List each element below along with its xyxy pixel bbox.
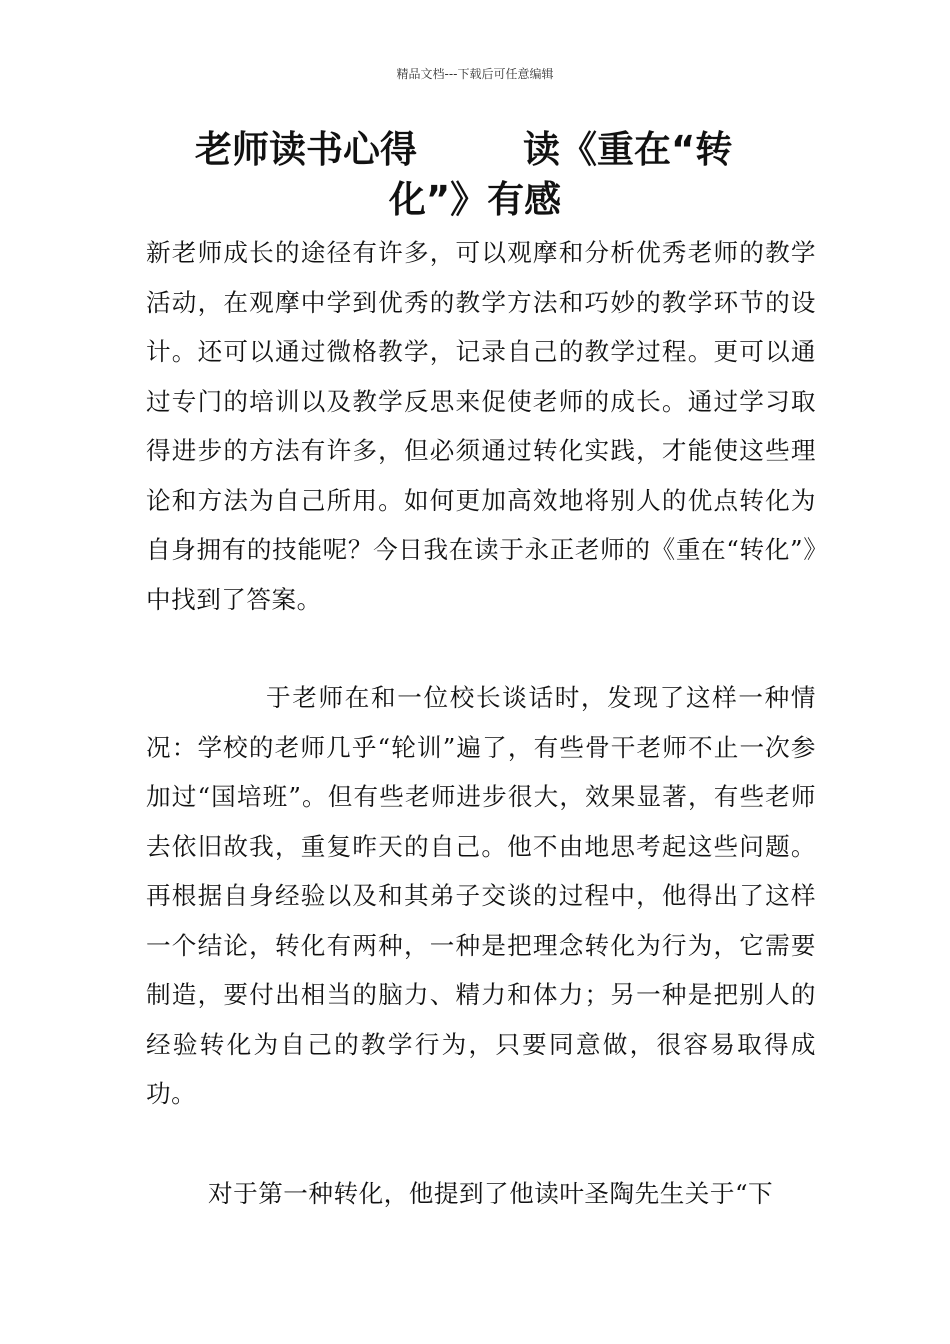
- page-title-part-2: 读《重在“转: [523, 128, 733, 171]
- body-paragraph-2: 于老师在和一位校长谈话时，发现了这样一种情况：学校的老师几乎“轮训”遍了，有些骨干老师不止一次参加过“国培班”。但有些老师进步很大，效果显著，有些老师去依旧故我，重复昨天的自己。他不由地思考起这些问题。再根据自身经验以及和其弟子交谈的过程中，他得出了这样一个结论，转化有两种，一种是把理念转化为行为，它需要制造，要付出相当的脑力、精力和体力；另一种是把别人的经验转化为自己的教学行为，只要同意做，很容易取得成功。: [146, 683, 816, 1108]
- page-title-part-1: 老师读书心得: [195, 128, 417, 171]
- page-title-part-3: 化”》有感: [388, 178, 562, 221]
- body-paragraph-1: 新老师成长的途径有许多，可以观摩和分析优秀老师的教学活动，在观摩中学到优秀的教学方法和巧妙的教学环节的设计。还可以通过微格教学，记录自己的教学过程。更可以通过专门的培训以及教学反思来促使老师的成长。通过学习取得进步的方法有许多，但必须通过转化实践，才能使这些理论和方法为自己所用。如何更加高效地将别人的优点转化为自身拥有的技能呢？今日我在读于永正老师的《重在“转化”》中找到了答案。: [146, 238, 816, 614]
- body-paragraph-3: 对于第一种转化，他提到了他读叶圣陶先生关于“下: [208, 1179, 774, 1208]
- page-header-caption: 精品文档---下载后可任意编辑: [396, 67, 554, 81]
